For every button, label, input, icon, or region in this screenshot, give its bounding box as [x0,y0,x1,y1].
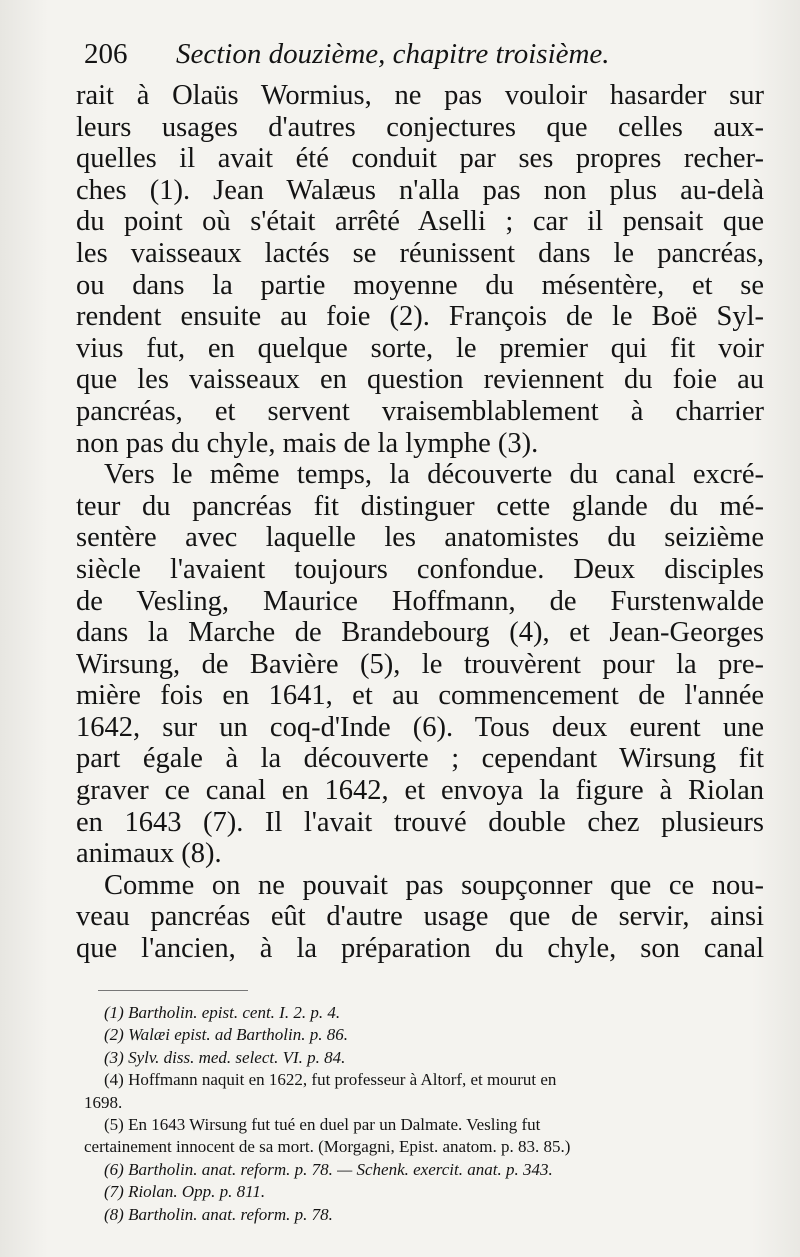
paragraph-start-line: Vers le même temps, la découverte du canal excré- [104,459,764,491]
text-line: veau pancréas eût d'autre usage que de servir, ainsi [76,901,764,933]
text-line: animaux (8). [76,838,222,870]
page-number: 206 [84,38,128,70]
footnote: (5) En 1643 Wirsung fut tué en duel par un Dalmate. Vesling fut [104,1115,541,1135]
footnote: (3) Sylv. diss. med. select. VI. p. 84. [104,1047,346,1067]
text-line: rendent ensuite au foie (2). François de le Boë Syl- [76,301,764,333]
footnotes [84,1002,764,1226]
text-line: ou dans la partie moyenne du mésentère, et se [76,269,764,301]
footnote-rule [98,990,248,991]
text-line: mière fois en 1641, et au commencement de l'année [76,680,764,712]
text-line: ches (1). Jean Walæus n'alla pas non plus au-delà [76,174,764,206]
text-line: dans la Marche de Brandebourg (4), et Jean-Georges [76,617,764,649]
text-line: sentère avec laquelle les anatomistes du seizième [76,522,764,554]
footnote: (1) Bartholin. epist. cent. I. 2. p. 4. [104,1003,341,1022]
text-line: teur du pancréas fit distinguer cette glande du mé- [76,490,764,522]
text-line: quelles il avait été conduit par ses propres recher- [76,143,764,175]
text-line: vius fut, en quelque sorte, le premier qui fit voir [76,332,764,364]
page-header [84,34,764,74]
footnote-continuation: 1698. [84,1092,123,1112]
text-line: 1642, sur un coq-d'Inde (6). Tous deux eurent une [76,711,764,743]
footnote: (6) Bartholin. anat. reform. p. 78. — Schenk. exercit. anat. p. 343. [104,1159,553,1179]
text-line: en 1643 (7). Il l'avait trouvé double chez plusieurs [76,806,764,838]
text-line: de Vesling, Maurice Hoffmann, de Furstenwalde [76,585,764,617]
footnote: (2) Walæi epist. ad Bartholin. p. 86. [104,1025,348,1045]
text-line: part égale à la découverte ; cependant Wirsung fit [76,743,764,775]
footnote-continuation: certainement innocent de sa mort. (Morgagni, Epist. anatom. p. 83. 85.) [84,1137,571,1157]
text-line: non pas du chyle, mais de la lymphe (3). [76,427,539,459]
footnote: (8) Bartholin. anat. reform. p. 78. [104,1204,333,1224]
paragraph-start-line: Comme on ne pouvait pas soupçonner que ce nou- [104,869,764,901]
text-line: leurs usages d'autres conjectures que celles aux- [76,111,764,143]
text-line: que l'ancien, à la préparation du chyle, son canal [76,933,764,965]
running-title: Section douzième, chapitre troisième. [176,38,610,70]
footnote: (4) Hoffmann naquit en 1622, fut professeur à Altorf, et mourut en [104,1070,557,1090]
footnote: (7) Riolan. Opp. p. 811. [104,1182,266,1202]
text-line: rait à Olaüs Wormius, ne pas vouloir hasarder sur [76,80,764,111]
text-line: du point où s'était arrêté Aselli ; car il pensait que [76,206,764,238]
body-text [76,80,764,965]
text-line: les vaisseaux lactés se réunissent dans le pancréas, [76,237,764,269]
text-line: graver ce canal en 1642, et envoya la figure à Riolan [76,775,764,807]
text-line: Wirsung, de Bavière (5), le trouvèrent pour la pre- [76,648,764,680]
text-line: siècle l'avaient toujours confondue. Deux disciples [76,553,764,585]
text-line: pancréas, et servent vraisemblablement à charrier [76,395,764,427]
text-line: que les vaisseaux en question reviennent du foie au [76,364,764,396]
